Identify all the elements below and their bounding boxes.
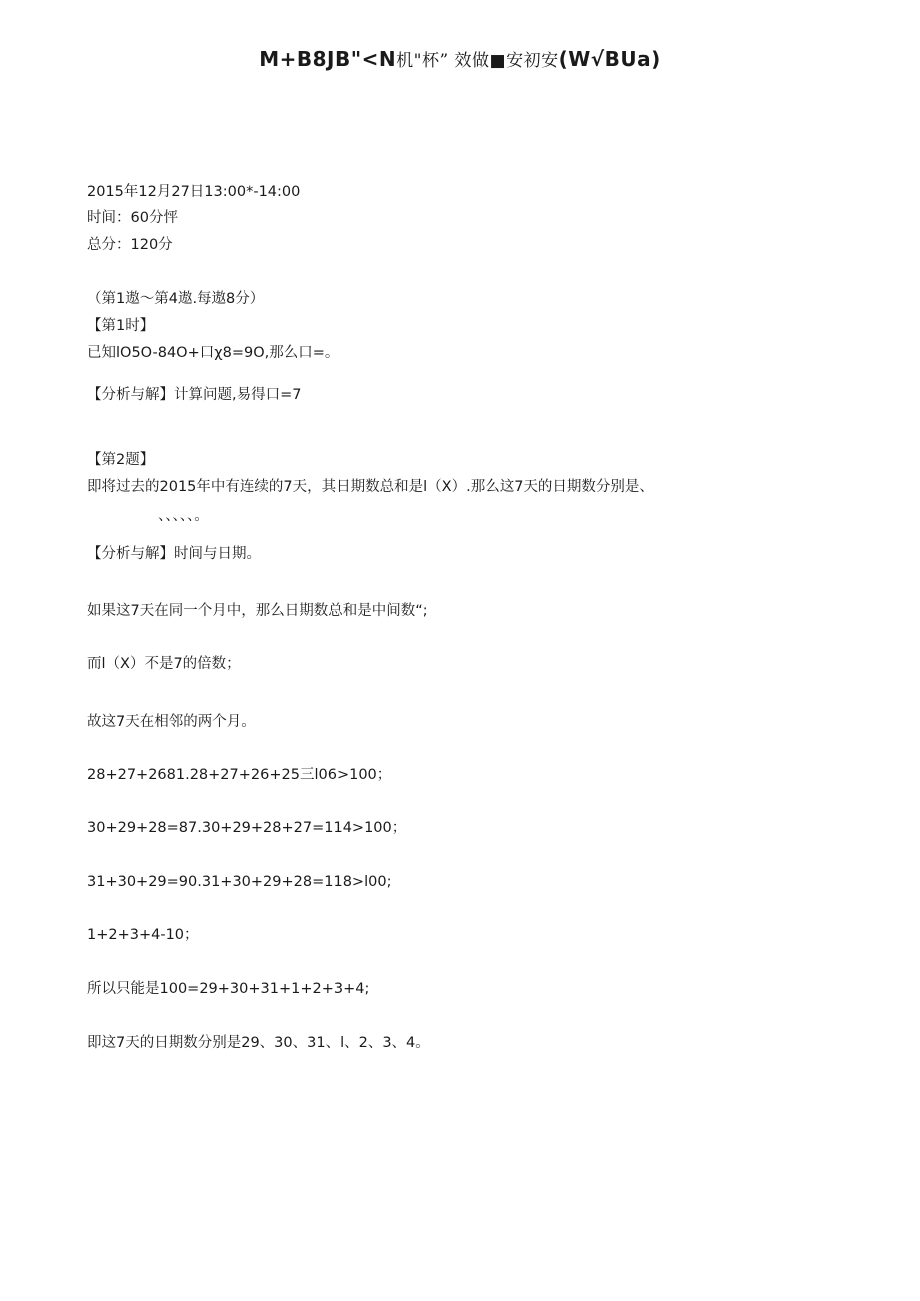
q2-step: 如果这7天在同一个月中，那么日期数总和是中间数“; [87, 603, 428, 619]
q2-heading: 【第2题】 [87, 452, 155, 468]
q2-conclusion: 即这7天的日期数分别是29、30、31、l、2、3、4。 [87, 1035, 430, 1051]
q1-heading: 【第1时】 [87, 318, 155, 334]
q2-analysis: 【分析与解】时间与日期。 [87, 546, 261, 562]
q2-blanks: 、、、、、。 [158, 508, 209, 524]
q1-question: 已知lO5O-84O+口χ8=9O,那么口=。 [87, 345, 340, 361]
page-title [0, 46, 920, 71]
q2-question: 即将过去的2015年中有连续的7天，其日期数总和是l（X）.那么这7天的日期数分别是、 [87, 479, 654, 495]
title-right: (W√BUa) [558, 47, 661, 71]
q2-step: 故这7天在相邻的两个月。 [87, 714, 256, 730]
q2-step: 31+30+29=90.31+30+29+28=118>l00; [87, 874, 392, 890]
q2-step: 30+29+28=87.30+29+28+27=114>100； [87, 820, 407, 836]
q1-analysis: 【分析与解】计算问题,易得口=7 [87, 387, 302, 403]
section-intro: （第1遨〜第4遨.每遨8分） [87, 291, 265, 307]
title-mid: 机"杯” 效做■安初安 [396, 51, 559, 71]
title-left: M+B8JB"<N [259, 47, 397, 71]
q2-step: 28+27+2681.28+27+26+25三l06>100； [87, 767, 392, 783]
exam-datetime: 2015年12月27日13:00*-14:00 [87, 184, 301, 200]
exam-total-score: 总分：120分 [87, 237, 173, 253]
q2-step: 1+2+3+4-10； [87, 927, 199, 943]
q2-step: 所以只能是100=29+30+31+1+2+3+4; [87, 981, 370, 997]
exam-duration: 时间：60分怦 [87, 210, 178, 226]
q2-step: 而l（X）不是7的倍数； [87, 656, 241, 672]
